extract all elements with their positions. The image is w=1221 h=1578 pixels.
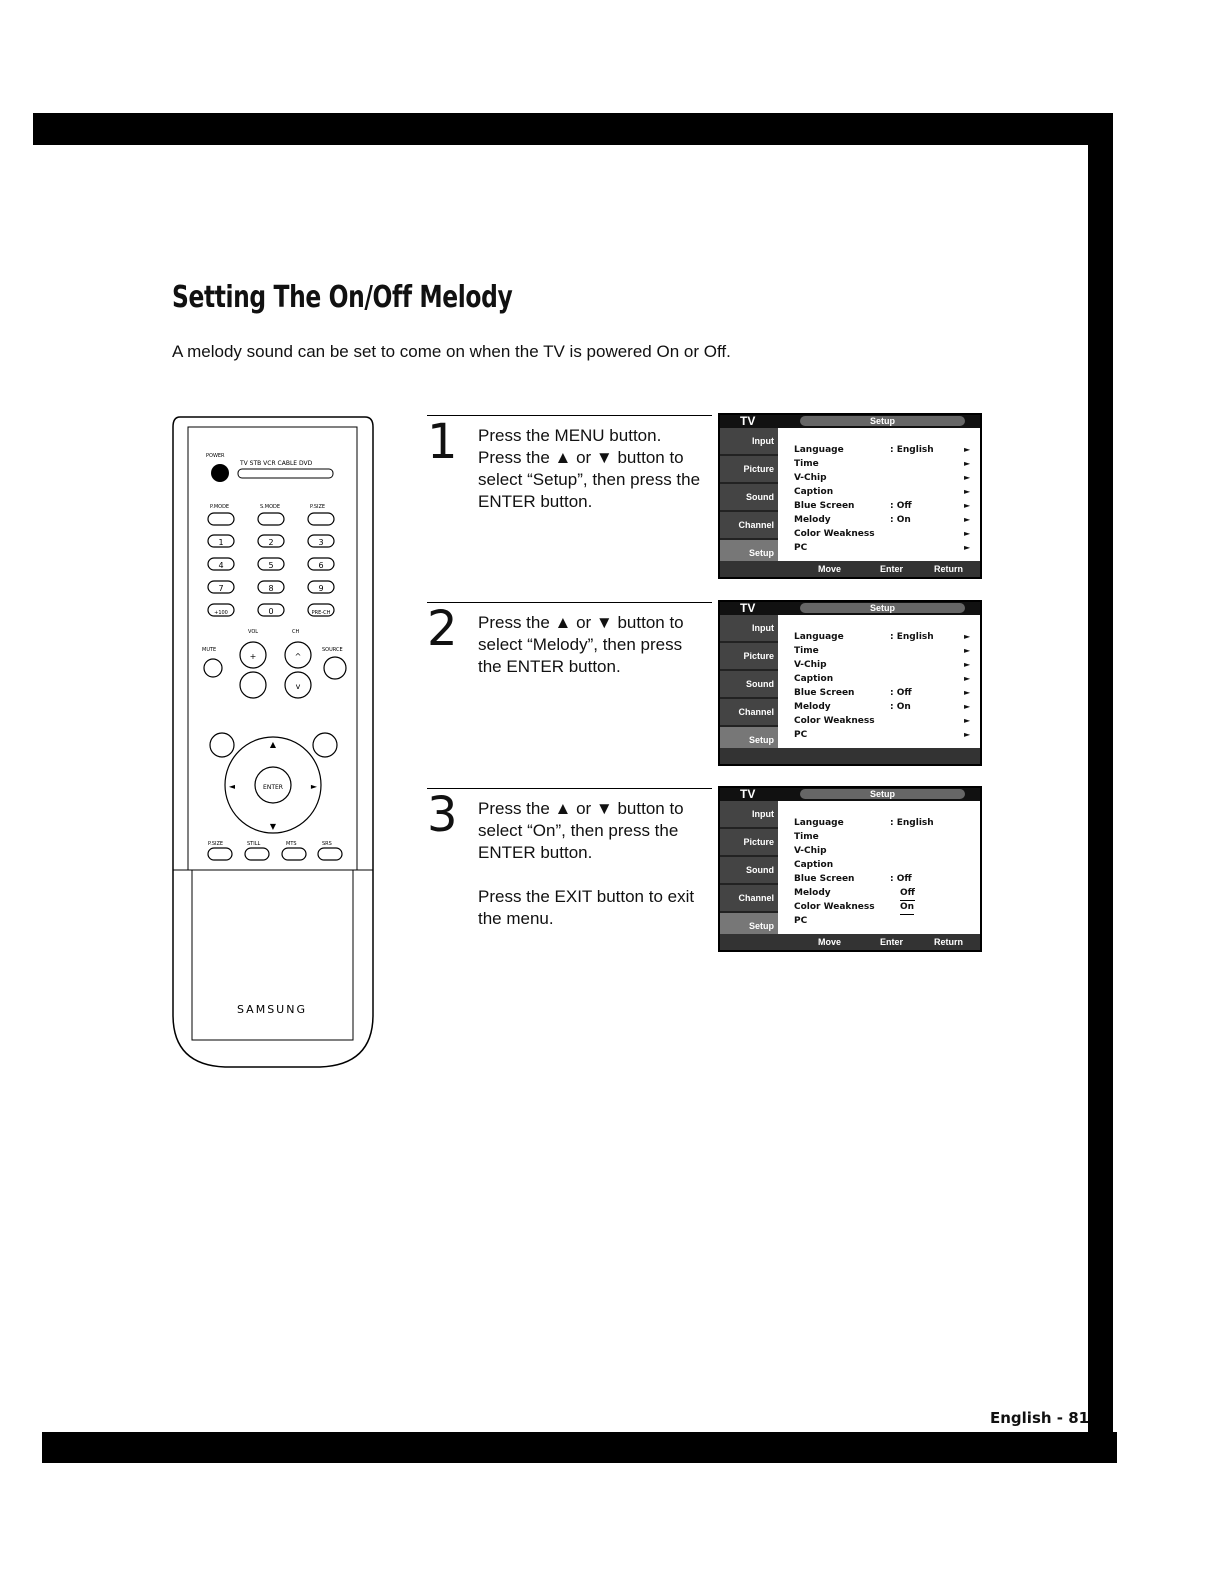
svg-text:ENTER: ENTER (263, 784, 283, 791)
osd-row: PC ► (794, 543, 971, 553)
svg-text:P.MODE: P.MODE (210, 504, 230, 510)
osd-row: Blue Screen : Off (794, 874, 912, 884)
step-text (478, 425, 708, 513)
osd-row: V-Chip ► (794, 473, 971, 483)
svg-text:▼: ▼ (269, 822, 277, 831)
osd-menu-1 (718, 413, 982, 579)
svg-text:SOURCE: SOURCE (322, 647, 343, 653)
osd-row: Language : English ► (794, 445, 971, 455)
osd-sidebar: Input Picture Sound Channel Setup (720, 615, 778, 748)
remote-control-illustration (170, 415, 375, 1070)
step-2 (427, 602, 712, 753)
step-3 (427, 788, 712, 949)
osd-sidebar (720, 428, 778, 561)
osd-row: Language : English ► (794, 632, 971, 642)
osd-items (794, 630, 974, 742)
osd-footer: Move Enter Return (720, 561, 980, 577)
svg-text:PRE-CH: PRE-CH (311, 610, 331, 616)
svg-text:+: + (249, 652, 257, 661)
step-number: 2 (427, 601, 458, 657)
osd-row: Blue Screen : Off ► (794, 501, 971, 511)
step-text (478, 612, 708, 678)
step-line: Press the ▲ or ▼ button to select “Setup”, then press the ENTER button. (478, 448, 701, 511)
svg-text:MTS: MTS (286, 841, 297, 847)
step-line: Press the MENU button. (478, 426, 662, 445)
osd-footer: Move Enter Return (720, 934, 980, 950)
svg-text:8: 8 (268, 584, 274, 593)
svg-text:^: ^ (294, 652, 302, 661)
svg-text:P.SIZE: P.SIZE (310, 504, 326, 510)
osd-row: Color Weakness ► (794, 529, 971, 539)
svg-text:S.MODE: S.MODE (260, 504, 281, 510)
step-line: Press the ▲ or ▼ button to select “On”, then press the ENTER button. (478, 799, 684, 862)
osd-row: Blue Screen : Off ► (794, 688, 971, 698)
svg-text:►: ► (310, 782, 318, 791)
osd-row: Melody Off (794, 886, 974, 900)
page-number: English - 81 (990, 1409, 1090, 1427)
osd-tab-picture: Picture (720, 456, 778, 482)
svg-text:v: v (295, 682, 301, 691)
svg-text:2: 2 (268, 538, 274, 547)
osd-header (720, 415, 980, 428)
osd-setup-label: Setup (800, 416, 965, 426)
osd-menu-2 (718, 600, 982, 766)
osd-row: Caption ► (794, 487, 971, 497)
svg-text:SRS: SRS (322, 841, 332, 847)
osd-menu-3 (718, 786, 982, 952)
osd-items (794, 816, 974, 928)
top-bar (33, 113, 1113, 145)
svg-text:POWER: POWER (206, 453, 225, 459)
svg-text:+100: +100 (214, 610, 228, 616)
step-extra: Press the EXIT button to exit the menu. (478, 887, 695, 928)
intro-text: A melody sound can be set to come on when the TV is powered On or Off. (172, 342, 731, 361)
svg-text:4: 4 (218, 561, 224, 570)
step-number: 3 (427, 787, 458, 843)
osd-items (794, 443, 974, 555)
osd-tv-label: TV (740, 414, 756, 428)
osd-row: Time ► (794, 646, 971, 656)
osd-row: PC (794, 916, 808, 926)
step-number: 1 (427, 414, 458, 470)
svg-text:P.SIZE: P.SIZE (208, 841, 224, 847)
osd-tab-input: Input (720, 428, 778, 454)
svg-text:6: 6 (318, 561, 324, 570)
svg-text:1: 1 (218, 538, 224, 547)
osd-row: Color Weakness On (794, 900, 974, 914)
svg-text:▲: ▲ (269, 740, 277, 749)
osd-row: Melody : On ► (794, 702, 971, 712)
osd-row: Language : English (794, 818, 934, 828)
osd-header: TV Setup (720, 602, 980, 615)
osd-footer (720, 748, 980, 764)
osd-tab-setup: Setup (720, 540, 778, 566)
osd-row: Time ► (794, 459, 971, 469)
svg-text:CH: CH (292, 629, 300, 635)
svg-text:TV STB VCR CABLE DVD: TV STB VCR CABLE DVD (240, 460, 313, 467)
osd-sidebar: Input Picture Sound Channel Setup (720, 801, 778, 934)
svg-text:◄: ◄ (228, 782, 236, 791)
svg-text:0: 0 (268, 607, 274, 616)
svg-text:MUTE: MUTE (202, 647, 217, 653)
svg-text:SAMSUNG: SAMSUNG (237, 1003, 307, 1016)
osd-row: Time (794, 832, 819, 842)
osd-row: PC ► (794, 730, 971, 740)
page-title: Setting The On/Off Melody (172, 280, 513, 315)
osd-row: Color Weakness ► (794, 716, 971, 726)
osd-row: Caption ► (794, 674, 971, 684)
step-1 (427, 415, 712, 566)
svg-text:VOL: VOL (248, 629, 259, 635)
svg-text:3: 3 (318, 538, 324, 547)
osd-tab-channel: Channel (720, 512, 778, 538)
osd-header: TV Setup (720, 788, 980, 801)
svg-text:5: 5 (268, 561, 274, 570)
svg-text:9: 9 (318, 584, 324, 593)
bottom-bar (42, 1432, 1117, 1463)
osd-row: V-Chip ► (794, 660, 971, 670)
step-line: Press the ▲ or ▼ button to select “Melody”, then press the ENTER button. (478, 613, 684, 676)
osd-tab-sound: Sound (720, 484, 778, 510)
step-text (478, 798, 708, 930)
osd-row: Caption (794, 860, 834, 870)
osd-row: Melody : On ► (794, 515, 971, 525)
svg-text:STILL: STILL (247, 841, 261, 847)
svg-text:7: 7 (218, 584, 224, 593)
osd-row: V-Chip (794, 846, 827, 856)
right-bar (1088, 113, 1113, 1433)
